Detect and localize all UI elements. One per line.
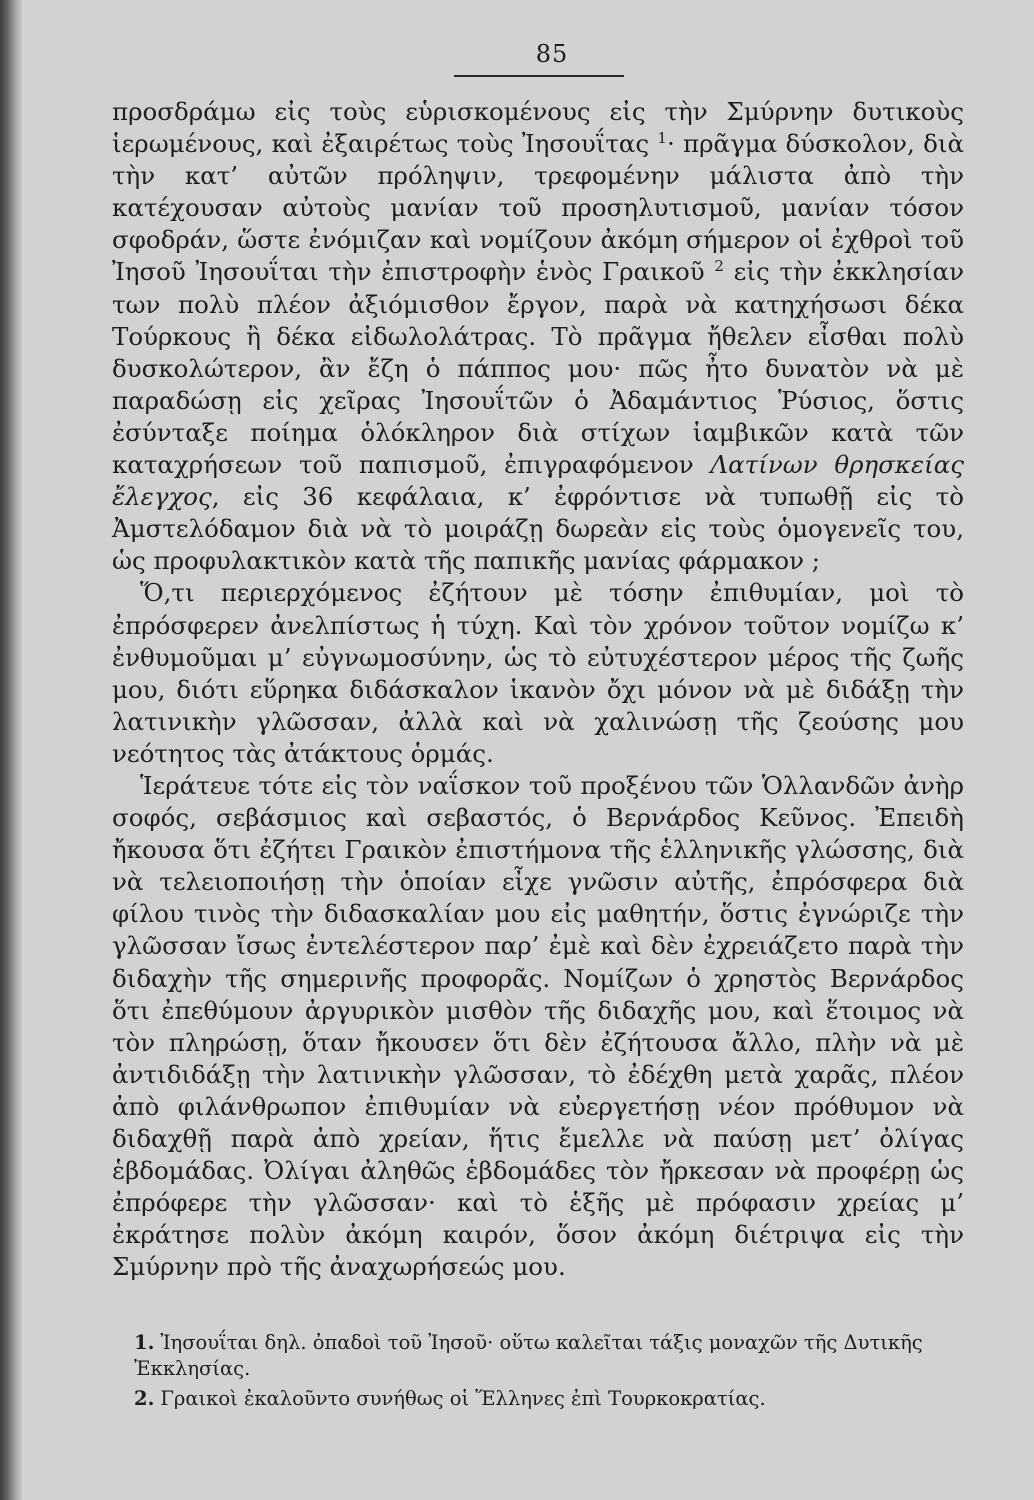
book-binding-edge	[0, 0, 22, 1500]
footnote-ref-2: 2	[714, 257, 724, 276]
text-run: · πρᾶγμα δύσκολον, διὰ τὴν κατ’ αὐτῶν πρόληψιν, τρεφομένην μάλιστα ἀπὸ τὴν κατέχουσαν αὐτοὺς μανίαν τοῦ προσηλυτισμοῦ, μανίαν τόσον σφοδράν, ὥστε ἐνόμιζαν καὶ νομίζουν ἀκόμη σήμερον οἱ ἐχθροὶ τοῦ Ἰησοῦ Ἰησουΐται τὴν ἐπιστροφὴν ἑνὸς Γραικοῦ	[112, 129, 964, 287]
paragraph-3	[112, 770, 964, 1284]
book-page	[22, 0, 1034, 1500]
footnote-1-text: Ἰησουΐται δηλ. ὀπαδοὶ τοῦ Ἰησοῦ· οὕτω καλεῖται τάξις μοναχῶν τῆς Δυτικῆς Ἐκκλησίας.	[134, 1331, 923, 1380]
footnote-2	[134, 1386, 954, 1412]
paragraph-1	[112, 96, 964, 577]
text-run: Ἱεράτευε τότε εἰς τὸν ναΐσκον τοῦ προξένου τῶν Ὁλλανδῶν ἀνὴρ σοφός, σεβάσμιος καὶ σεβαστός, ὁ Βερνάρδος Κεῦνος. Ἐπειδὴ ἤκουσα ὅτι ἐζήτει Γραικὸν ἐπιστήμονα τῆς ἑλληνικῆς γλώσσης, διὰ νὰ τελειοποιήσῃ τὴν ὁποίαν εἶχε γνῶσιν αὐτῆς, ἐπρόσφερα διὰ φίλου τινὸς τὴν διδασκαλίαν μου εἰς μαθητήν, ὅστις ἐγνώριζε τὴν γλῶσσαν ἴσως ἐντελέστερον παρ’ ἐμὲ καὶ δὲν ἐχρειάζετο παρὰ τὴν διδαχὴν τῆς σημερινῆς προφορᾶς. Νομίζων ὁ χρηστὸς Βερνάρδος ὅτι ἐπεθύμουν ἀργυρικὸν μισθὸν τῆς διδαχῆς μου, καὶ ἕτοιμος νὰ τὸν πληρώσῃ, ὅταν ἤκουσεν ὅτι δὲν ἐζήτουσα ἄλλο, πλὴν νὰ μὲ ἀντιδιδάξῃ τὴν λατινικὴν γλῶσσαν, τὸ ἐδέχθη μετὰ χαρᾶς, πλέον ἀπὸ φιλάνθρωπον ἐπιθυμίαν νὰ εὐεργετήσῃ νέον πρόθυμον νὰ διδαχθῇ παρὰ ἀπὸ χρείαν, ἥτις ἔμελλε νὰ παύσῃ μετ’ ὀλίγας ἑβδομάδας. Ὀλίγαι ἀληθῶς ἑβδομάδες τὸν ἤρκεσαν νὰ προφέρῃ ὡς ἐπρόφερε τὴν γλῶσσαν· καὶ τὸ ἑξῆς μὲ πρόφασιν χρείας μ’ ἐκράτησε πολὺν ἀκόμη καιρόν, ὅσον ἀκόμη διέτριψα εἰς τὴν Σμύρνην πρὸ τῆς ἀναχωρήσεώς μου.	[112, 770, 964, 1282]
footnote-1	[134, 1330, 954, 1382]
text-run: εἰς τὴν ἐκκλησίαν των πολὺ πλέον ἀξιόμισθον ἔργον, παρὰ νὰ κατηχήσωσι δέκα Τούρκους ἢ δέκα εἰδωλολάτρας. Τὸ πρᾶγμα ἤθελεν εἶσθαι πολὺ δυσκολώτερον, ἂν ἔζη ὁ πάππος μου· πῶς ἦτο δυνατὸν νὰ μὲ παραδώσῃ εἰς χεῖρας Ἰησουΐτῶν ὁ Ἀδαμάντιος Ῥύσιος, ὅστις ἐσύνταξε ποίημα ὁλόκληρον διὰ στίχων ἰαμβικῶν κατὰ τῶν καταχρήσεων τοῦ παπισμοῦ, ἐπιγραφόμενον	[112, 257, 964, 480]
italic-title: Λατίνων θρησκείας ἔλεγχος	[112, 450, 965, 512]
text-run: προσδράμω εἰς τοὺς εὑρισκομένους εἰς τὴν Σμύρνην δυτικοὺς ἱερωμένους, καὶ ἐξαιρέτως τοὺς Ἰησουΐτας	[112, 97, 964, 159]
text-run: , εἰς 36 κεφάλαια, κ’ ἐφρόντισε νὰ τυπωθῇ εἰς τὸ Ἀμστελόδαμον διὰ νὰ τὸ μοιράζῃ δωρεὰν εἰς τοὺς ὁμογενεῖς του, ὡς προφυλακτικὸν κατὰ τῆς παπικῆς μανίας φάρμακον ;	[112, 482, 964, 576]
paragraph-2	[112, 577, 964, 770]
footnote-ref-1: 1	[657, 129, 667, 148]
text-run: Ὅ,τι περιερχόμενος ἐζήτουν μὲ τόσην ἐπιθυμίαν, μοὶ τὸ ἐπρόσφερεν ἀνελπίστως ἡ τύχη. Καὶ τὸν χρόνον τοῦτον νομίζω κ’ ἐνθυμοῦμαι μ’ εὐγνωμοσύνην, ὡς τὸ εὐτυχέστερον μέρος τῆς ζωῆς μου, διότι εὕρηκα διδάσκαλον ἱκανὸν ὄχι μόνον νὰ μὲ διδάξῃ τὴν λατινικὴν γλῶσσαν, ἀλλὰ καὶ νὰ χαλινώσῃ τῆς ζεούσης μου νεότητος τὰς ἀτάκτους ὁρμάς.	[112, 578, 964, 768]
page-number-rule	[454, 75, 624, 77]
page-number: 85	[535, 40, 569, 68]
footnote-1-mark: 1.	[134, 1331, 155, 1354]
footnote-2-mark: 2.	[134, 1387, 155, 1410]
body-text	[112, 96, 964, 1283]
footnote-2-text: Γραικοὶ ἐκαλοῦντο συνήθως οἱ Ἕλληνες ἐπὶ Τουρκοκρατίας.	[160, 1387, 766, 1410]
footnotes	[134, 1330, 954, 1412]
